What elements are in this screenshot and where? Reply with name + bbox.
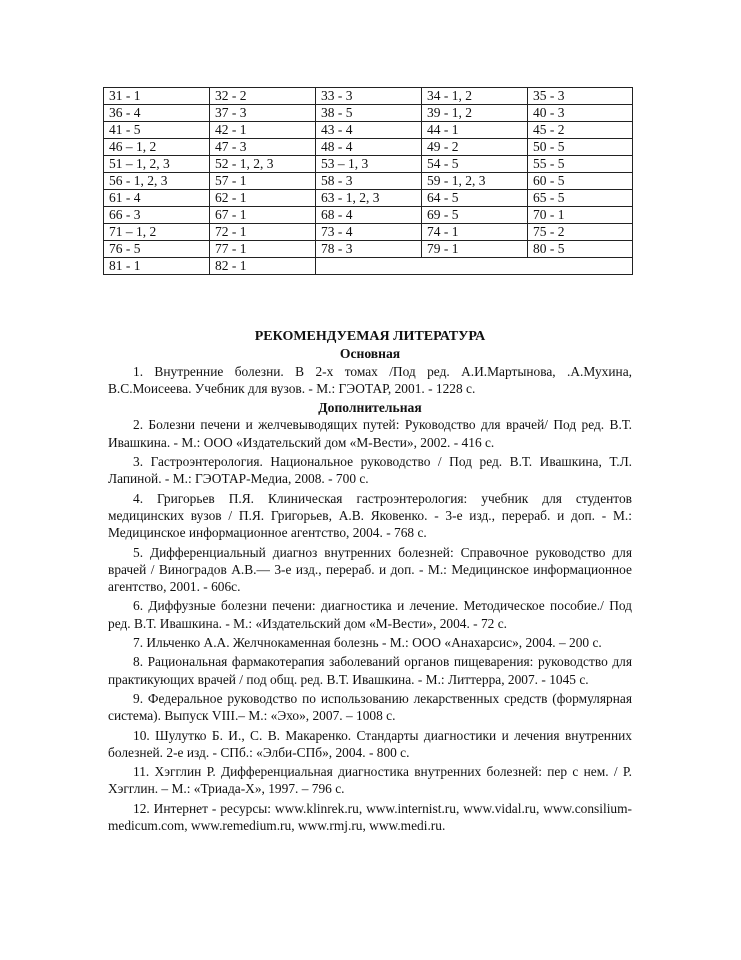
reference-item: 6. Диффузные болезни печени: диагностика и лечение. Методическое пособие./ Под ред. В.Т. Ивашкина. - М.: «Издательский дом «М-Вести», 2004. - 72 с.: [108, 598, 632, 631]
table-row: [104, 190, 633, 207]
table-row: [104, 224, 633, 241]
table-cell: 78 - 3: [316, 241, 422, 258]
table-cell: 52 - 1, 2, 3: [210, 156, 316, 173]
table-row: [104, 105, 633, 122]
table-cell: 46 – 1, 2: [104, 139, 210, 156]
table-cell: 55 - 5: [528, 156, 633, 173]
table-cell: 72 - 1: [210, 224, 316, 241]
table-cell: 71 – 1, 2: [104, 224, 210, 241]
table-cell: 38 - 5: [316, 105, 422, 122]
table-cell: 66 - 3: [104, 207, 210, 224]
table-cell: 32 - 2: [210, 88, 316, 105]
table-cell: 70 - 1: [528, 207, 633, 224]
table-cell: 50 - 5: [528, 139, 633, 156]
table-row: [104, 88, 633, 105]
table-cell: 75 - 2: [528, 224, 633, 241]
table-cell: 54 - 5: [422, 156, 528, 173]
table-cell: 59 - 1, 2, 3: [422, 173, 528, 190]
table-row: [104, 241, 633, 258]
answers-table-body: [104, 88, 633, 275]
additional-literature-list: [108, 416, 632, 834]
table-cell: 82 - 1: [210, 258, 316, 275]
table-cell: 37 - 3: [210, 105, 316, 122]
table-cell: 36 - 4: [104, 105, 210, 122]
answers-table: [103, 87, 633, 275]
table-cell: 74 - 1: [422, 224, 528, 241]
additional-literature-heading: Дополнительная: [318, 400, 422, 416]
table-cell: 63 - 1, 2, 3: [316, 190, 422, 207]
table-cell: 68 - 4: [316, 207, 422, 224]
table-cell: 62 - 1: [210, 190, 316, 207]
table-cell: 80 - 5: [528, 241, 633, 258]
table-cell: 42 - 1: [210, 122, 316, 139]
table-cell-empty: [316, 258, 633, 275]
table-cell: 47 - 3: [210, 139, 316, 156]
table-cell: 57 - 1: [210, 173, 316, 190]
reference-item: 9. Федеральное руководство по использованию лекарственных средств (формулярная система). Выпуск VIII.– М.: «Эхо», 2007. – 1008 с.: [108, 690, 632, 724]
table-row: [104, 156, 633, 173]
reference-item: 11. Хэгглин Р. Дифференциальная диагностика внутренних болезней: пер с нем. / Р. Хэгглин. – М.: «Триада-Х», 1997. – 796 с.: [108, 764, 632, 797]
table-cell: 81 - 1: [104, 258, 210, 275]
table-row: [104, 207, 633, 224]
table-cell: 40 - 3: [528, 105, 633, 122]
table-row: [104, 139, 633, 156]
table-cell: 69 - 5: [422, 207, 528, 224]
table-cell: 56 - 1, 2, 3: [104, 173, 210, 190]
literature-heading: РЕКОМЕНДУЕМАЯ ЛИТЕРАТУРА: [254, 329, 486, 344]
table-cell: 33 - 3: [316, 88, 422, 105]
table-cell: 77 - 1: [210, 241, 316, 258]
reference-item: 2. Болезни печени и желчевыводящих путей: Руководство для врачей/ Под ред. В.Т. Ивашкина. - М.: ООО «Издательский дом «М-Вести», 2002. - 416 с.: [108, 417, 632, 450]
table-cell: 64 - 5: [422, 190, 528, 207]
table-cell: 76 - 5: [104, 241, 210, 258]
reference-item: 7. Ильченко А.А. Желчнокаменная болезнь - М.: ООО «Анахарсис», 2004. – 200 с.: [133, 635, 602, 651]
main-literature-heading: Основная: [339, 346, 401, 362]
table-cell: 60 - 5: [528, 173, 633, 190]
main-literature-list: [108, 363, 632, 398]
recommended-literature: [108, 328, 632, 836]
table-cell: 39 - 1, 2: [422, 105, 528, 122]
table-cell: 48 - 4: [316, 139, 422, 156]
table-cell: 34 - 1, 2: [422, 88, 528, 105]
table-cell: 79 - 1: [422, 241, 528, 258]
table-cell: 41 - 5: [104, 122, 210, 139]
reference-item: 12. Интернет - ресурсы: www.klinrek.ru, www.internist.ru, www.vidal.ru, www.consilium-medicum.com, www.remedium.ru, www.rmj.ru, www.medi.ru.: [108, 800, 632, 834]
table-cell: 49 - 2: [422, 139, 528, 156]
reference-item: 3. Гастроэнтерология. Национальное руководство / Под ред. В.Т. Ивашкина, Т.Л. Лапиной. - М.: ГЭОТАР-Медиа, 2008. - 700 с.: [108, 454, 632, 487]
table-cell: 67 - 1: [210, 207, 316, 224]
reference-item: 10. Шулутко Б. И., С. В. Макаренко. Стандарты диагностики и лечения внутренних болезней. 2-е изд. - СПб.: «Элби-СПб», 2004. - 800 с.: [108, 727, 632, 760]
table-cell: 61 - 4: [104, 190, 210, 207]
table-row: [104, 173, 633, 190]
table-cell: 35 - 3: [528, 88, 633, 105]
table-cell: 43 - 4: [316, 122, 422, 139]
reference-item: 1. Внутренние болезни. В 2-х томах /Под ред. А.И.Мартынова, .А.Мухина, В.С.Моисеева. Учебник для вузов. - М.: ГЭОТАР, 2001. - 1228 с.: [108, 363, 632, 396]
table-cell: 73 - 4: [316, 224, 422, 241]
reference-item: 4. Григорьев П.Я. Клиническая гастроэнтерология: учебник для студентов медицинских вузов / П.Я. Григорьев, А.В. Яковенко. - 3-е изд., перераб. и доп. - М.: Медицинское информационное агентство, 2004. - 768 с.: [108, 490, 632, 541]
table-cell: 45 - 2: [528, 122, 633, 139]
table-cell: 65 - 5: [528, 190, 633, 207]
table-cell: 51 – 1, 2, 3: [104, 156, 210, 173]
table-cell: 31 - 1: [104, 88, 210, 105]
reference-item: 8. Рациональная фармакотерапия заболеваний органов пищеварения: руководство для практикующих врачей / под общ. ред. В.Т. Ивашкина. - М.: Литтерра, 2007. - 1045 с.: [108, 654, 632, 687]
table-cell: 58 - 3: [316, 173, 422, 190]
table-row: [104, 122, 633, 139]
table-row: [104, 258, 633, 275]
table-cell: 44 - 1: [422, 122, 528, 139]
reference-item: 5. Дифференциальный диагноз внутренних болезней: Справочное руководство для врачей / Виноградов А.В.— 3-е изд., перераб. и доп. - М.: Медицинское информационное агентство, 2001. - 606с.: [108, 544, 632, 595]
table-cell: 53 – 1, 3: [316, 156, 422, 173]
